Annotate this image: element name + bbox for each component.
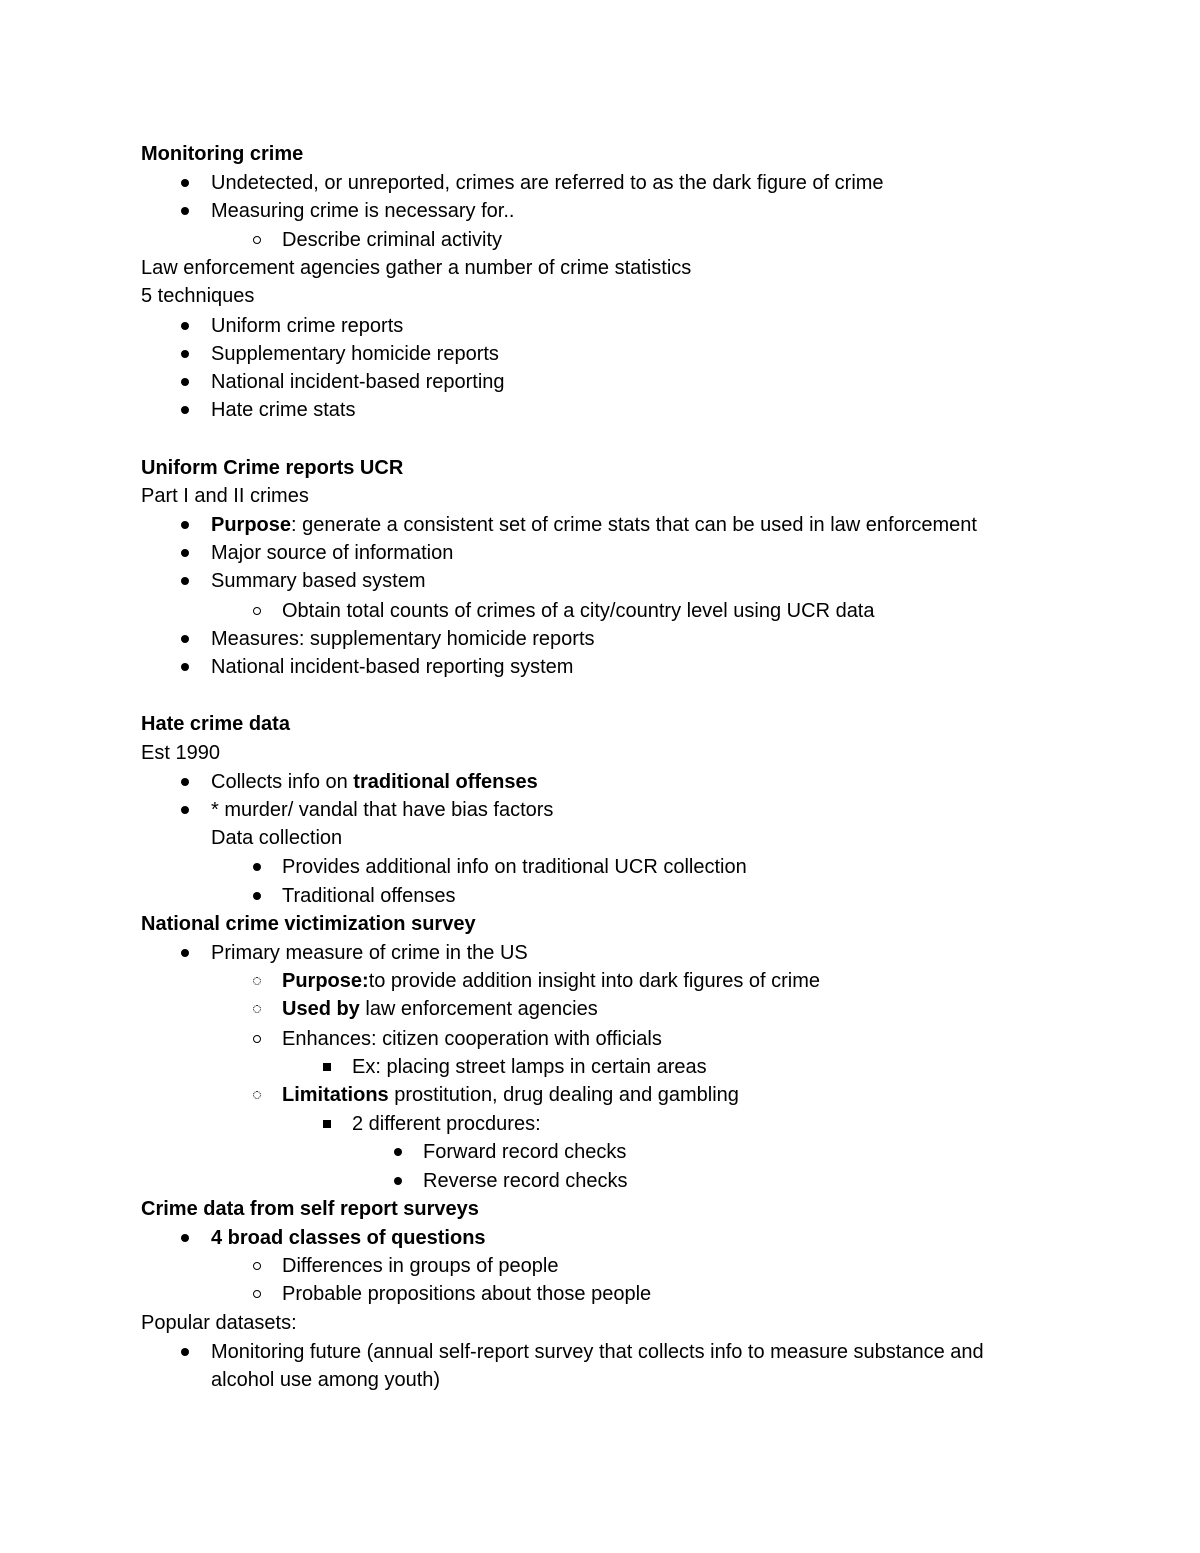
list-item: Primary measure of crime in the US [211,942,528,964]
bullet-icon [176,340,206,368]
bullet-icon [176,625,206,653]
section-heading-monitoring: Monitoring crime [141,143,304,165]
list-item: Monitoring future (annual self-report survey that collects info to measure substance and [211,1341,984,1363]
bullet-icon [176,939,206,967]
bullet-icon [176,312,206,340]
hollow-bullet-icon [248,597,278,625]
bullet-icon [176,1224,206,1252]
list-item [282,995,598,1023]
bold-term: traditional offenses [353,771,538,793]
square-bullet-icon [318,1110,348,1138]
list-item: Probable propositions about those people [282,1283,652,1305]
bullet-icon [389,1138,419,1166]
bold-term: Purpose [211,514,292,536]
paragraph: Est 1990 [141,742,220,764]
list-item [211,768,538,796]
hollow-bullet-icon [248,1280,278,1308]
bullet-icon [176,396,206,424]
list-item [282,967,820,995]
bullet-icon [176,768,206,796]
list-item: Describe criminal activity [282,229,503,251]
item-text: to provide addition insight into dark figures of crime [368,970,821,992]
list-item: Summary based system [211,570,426,592]
bullet-icon [176,539,206,567]
bold-term: Used by [282,998,360,1020]
section-heading-hate: Hate crime data [141,713,290,735]
list-item: Provides additional info on traditional UCR collection [282,856,747,878]
list-item: Hate crime stats [211,399,356,421]
paragraph: Law enforcement agencies gather a number of crime statistics [141,257,692,279]
list-item: Forward record checks [423,1141,627,1163]
list-item: Obtain total counts of crimes of a city/country level using UCR data [282,600,875,622]
list-item: Ex: placing street lamps in certain areas [352,1056,707,1078]
list-item: 2 different procdures: [352,1113,541,1135]
list-item: National incident-based reporting system [211,656,574,678]
paragraph: 5 techniques [141,285,255,307]
section-heading-ucr: Uniform Crime reports UCR [141,457,404,479]
list-item: National incident-based reporting [211,371,505,393]
item-text: law enforcement agencies [359,998,598,1020]
paragraph: Data collection [211,827,343,849]
dotted-circle-bullet-icon [248,1081,278,1109]
list-item: Supplementary homicide reports [211,343,499,365]
dotted-circle-bullet-icon [248,995,278,1023]
list-item: Differences in groups of people [282,1255,559,1277]
list-item: Measures: supplementary homicide reports [211,628,595,650]
bold-term: Purpose: [282,970,369,992]
item-text: Collects info on [211,771,354,793]
bullet-icon [176,511,206,539]
paragraph: Part I and II crimes [141,485,309,507]
bullet-icon [176,368,206,396]
bullet-icon [176,653,206,681]
list-item: * murder/ vandal that have bias factors [211,799,554,821]
hollow-bullet-icon [248,226,278,254]
bullet-icon [176,1338,206,1366]
bullet-icon [248,882,278,910]
bullet-icon [176,796,206,824]
section-heading-ncvs: National crime victimization survey [141,913,476,935]
list-item: Traditional offenses [282,885,456,907]
item-text: : generate a consistent set of crime stats that can be used in law enforcement [291,514,977,536]
list-item: Reverse record checks [423,1170,628,1192]
list-item: Major source of information [211,542,454,564]
list-item: Enhances: citizen cooperation with officials [282,1028,662,1050]
square-bullet-icon [318,1053,348,1081]
bullet-icon [389,1167,419,1195]
list-item: Measuring crime is necessary for.. [211,200,515,222]
paragraph: Popular datasets: [141,1312,297,1334]
hollow-bullet-icon [248,1252,278,1280]
list-item [282,1081,739,1109]
list-item-continuation: alcohol use among youth) [211,1369,441,1391]
hollow-bullet-icon [248,1025,278,1053]
list-item [211,511,977,539]
bullet-icon [176,169,206,197]
list-item: Undetected, or unreported, crimes are referred to as the dark figure of crime [211,172,884,194]
list-item: Uniform crime reports [211,315,404,337]
list-item: 4 broad classes of questions [211,1227,486,1249]
item-text: prostitution, drug dealing and gambling [388,1084,739,1106]
section-heading-selfreport: Crime data from self report surveys [141,1198,479,1220]
bullet-icon [176,567,206,595]
bullet-icon [176,197,206,225]
dotted-circle-bullet-icon [248,967,278,995]
bold-term: Limitations [282,1084,389,1106]
bullet-icon [248,853,278,881]
